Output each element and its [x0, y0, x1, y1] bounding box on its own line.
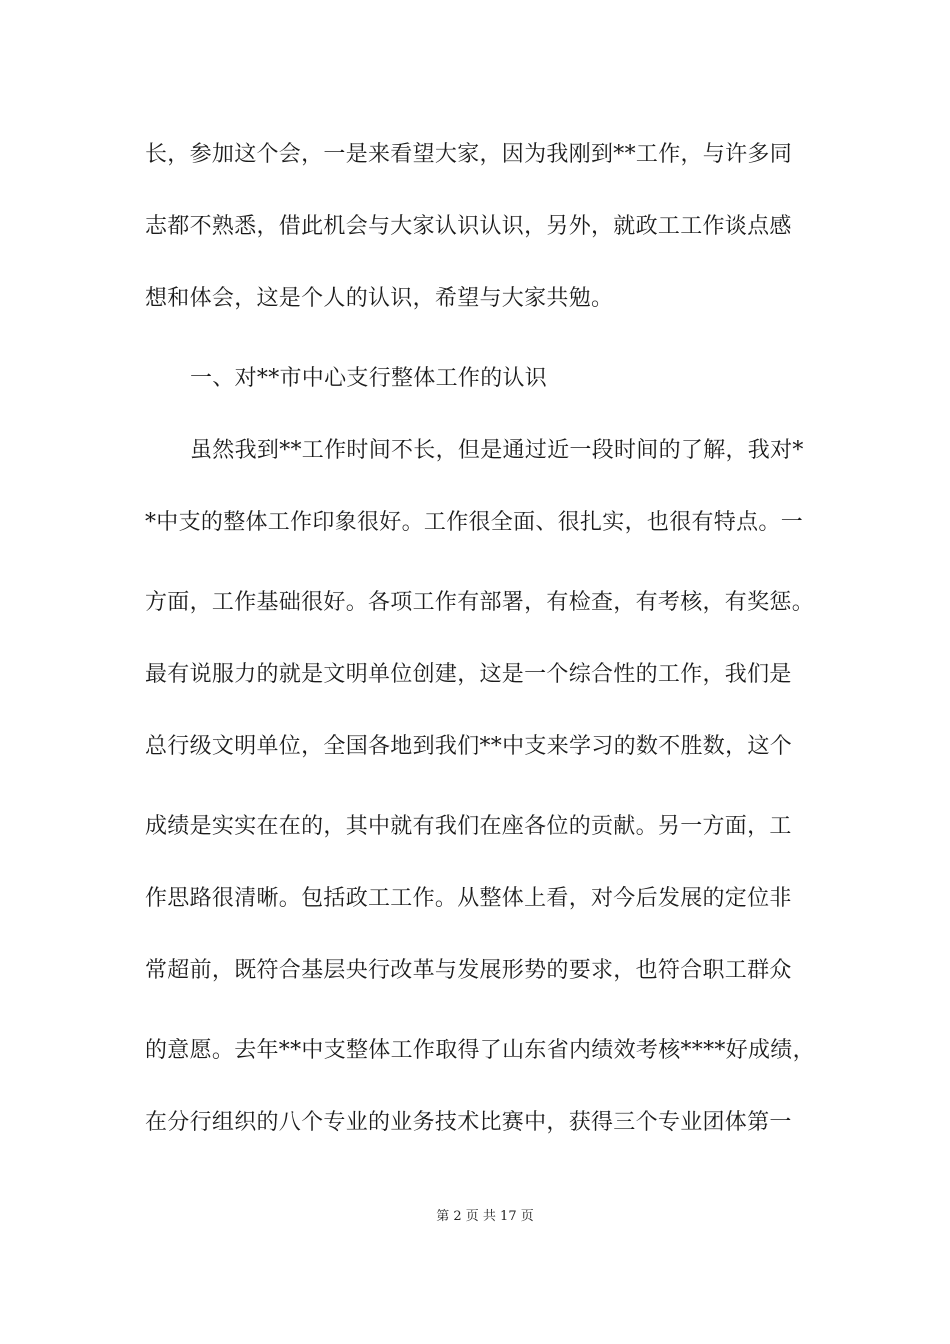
text-line-13: 的意愿。去年**中支整体工作取得了山东省内绩效考核****好成绩，: [145, 1038, 815, 1063]
page-number-footer: 第 2 页 共 17 页: [436, 1209, 534, 1224]
text-line-6: *中支的整体工作印象很好。工作很全面、很扎实，也很有特点。一: [145, 510, 804, 535]
text-line-7: 方面，工作基础很好。各项工作有部署，有检查，有考核，有奖惩。: [145, 590, 815, 615]
text-line-2: 志都不熟悉，借此机会与大家认识认识，另外，就政工工作谈点感: [145, 214, 792, 239]
text-line-5: 虽然我到**工作时间不长，但是通过近一段时间的了解，我对*: [190, 438, 804, 463]
text-line-11: 作思路很清晰。包括政工工作。从整体上看，对今后发展的定位非: [145, 886, 792, 911]
text-line-8: 最有说服力的就是文明单位创建，这是一个综合性的工作，我们是: [145, 662, 792, 687]
text-line-3: 想和体会，这是个人的认识，希望与大家共勉。: [145, 286, 614, 311]
text-line-10: 成绩是实实在在的，其中就有我们在座各位的贡献。另一方面，工: [145, 814, 792, 839]
text-line-14: 在分行组织的八个专业的业务技术比赛中，获得三个专业团体第一: [145, 1110, 792, 1135]
text-line-9: 总行级文明单位，全国各地到我们**中支来学习的数不胜数，这个: [145, 734, 793, 759]
section-heading: 一、对**市中心支行整体工作的认识: [190, 366, 548, 391]
text-line-1: 长，参加这个会，一是来看望大家，因为我刚到**工作，与许多同: [145, 142, 793, 167]
text-line-12: 常超前，既符合基层央行改革与发展形势的要求，也符合职工群众: [145, 958, 792, 983]
